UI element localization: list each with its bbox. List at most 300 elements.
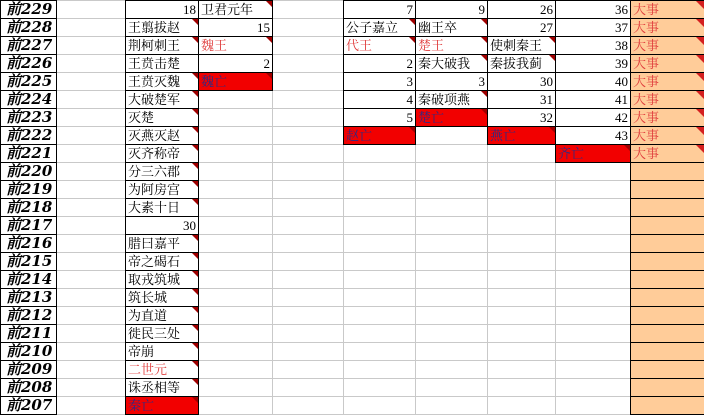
cell-j21[interactable]: [630, 360, 704, 379]
year-cell-前222[interactable]: [0, 126, 57, 145]
cell-text: 大事: [633, 2, 660, 17]
cell-d12[interactable]: [198, 198, 273, 217]
cell-text: 41: [615, 92, 628, 107]
cell-h13[interactable]: [487, 216, 556, 235]
cell-i4[interactable]: [555, 54, 631, 73]
year-cell-前227[interactable]: [0, 36, 57, 55]
cell-i11[interactable]: [555, 180, 631, 199]
cell-g3[interactable]: [415, 36, 488, 55]
cell-j6[interactable]: [630, 90, 704, 109]
cell-c13[interactable]: [125, 216, 199, 235]
cell-j7[interactable]: [630, 108, 704, 127]
cell-text: 燕亡: [490, 128, 517, 143]
cell-j20[interactable]: [630, 342, 704, 361]
comment-indicator-icon: [266, 73, 272, 79]
comment-indicator-icon: [192, 199, 198, 205]
cell-text: 大事: [633, 74, 660, 89]
cell-g20[interactable]: [415, 342, 488, 361]
year-cell-前228[interactable]: [0, 18, 57, 37]
cell-e20[interactable]: [272, 342, 344, 361]
cell-b3[interactable]: [56, 36, 126, 55]
cell-text: 为直道: [128, 308, 168, 323]
cell-d21[interactable]: [198, 360, 273, 379]
cell-h6[interactable]: [487, 90, 556, 109]
cell-g21[interactable]: [415, 360, 488, 379]
cell-e4[interactable]: [272, 54, 344, 73]
cell-text: 代王: [346, 38, 373, 53]
cell-h16[interactable]: [487, 270, 556, 289]
cell-text: 37: [615, 20, 628, 35]
cell-i20[interactable]: [555, 342, 631, 361]
cell-h17[interactable]: [487, 288, 556, 307]
cell-f6[interactable]: [343, 90, 416, 109]
cell-text: 秦亡: [128, 398, 155, 413]
cell-i10[interactable]: [555, 162, 631, 181]
cell-e23[interactable]: [272, 396, 344, 415]
cell-c5[interactable]: [125, 72, 199, 91]
cell-g8[interactable]: [415, 126, 488, 145]
cell-text: 38: [615, 38, 628, 53]
cell-h5[interactable]: [487, 72, 556, 91]
cell-text: 取戎筑城: [128, 272, 181, 287]
cell-e9[interactable]: [272, 144, 344, 163]
cell-g15[interactable]: [415, 252, 488, 271]
cell-g14[interactable]: [415, 234, 488, 253]
cell-e16[interactable]: [272, 270, 344, 289]
cell-e3[interactable]: [272, 36, 344, 55]
comment-indicator-icon: [409, 127, 415, 133]
cell-j1[interactable]: [630, 0, 704, 19]
cell-d2[interactable]: [198, 18, 273, 37]
cell-g13[interactable]: [415, 216, 488, 235]
cell-h9[interactable]: [487, 144, 556, 163]
cell-g2[interactable]: [415, 18, 488, 37]
cell-text: 齐亡: [558, 146, 585, 161]
cell-f12[interactable]: [343, 198, 416, 217]
cell-f7[interactable]: [343, 108, 416, 127]
cell-f23[interactable]: [343, 396, 416, 415]
cell-g16[interactable]: [415, 270, 488, 289]
cell-b23[interactable]: [56, 396, 126, 415]
cell-c19[interactable]: [125, 324, 199, 343]
cell-i21[interactable]: [555, 360, 631, 379]
cell-g23[interactable]: [415, 396, 488, 415]
cell-d16[interactable]: [198, 270, 273, 289]
year-label: 前223: [6, 108, 53, 126]
cell-h14[interactable]: [487, 234, 556, 253]
cell-text: 42: [615, 110, 628, 125]
year-cell-前212[interactable]: [0, 306, 57, 325]
cell-e12[interactable]: [272, 198, 344, 217]
cell-text: 4: [406, 92, 413, 107]
cell-i16[interactable]: [555, 270, 631, 289]
cell-b4[interactable]: [56, 54, 126, 73]
cell-h15[interactable]: [487, 252, 556, 271]
cell-h20[interactable]: [487, 342, 556, 361]
cell-b17[interactable]: [56, 288, 126, 307]
cell-j15[interactable]: [630, 252, 704, 271]
cell-f13[interactable]: [343, 216, 416, 235]
cell-g1[interactable]: [415, 0, 488, 19]
comment-indicator-icon: [192, 397, 198, 403]
cell-b22[interactable]: [56, 378, 126, 397]
cell-e8[interactable]: [272, 126, 344, 145]
cell-f5[interactable]: [343, 72, 416, 91]
cell-d1[interactable]: [198, 0, 273, 19]
cell-text: 王贲击楚: [128, 56, 181, 71]
cell-g19[interactable]: [415, 324, 488, 343]
cell-d11[interactable]: [198, 180, 273, 199]
cell-c21[interactable]: [125, 360, 199, 379]
cell-i6[interactable]: [555, 90, 631, 109]
cell-e10[interactable]: [272, 162, 344, 181]
year-label: 前218: [6, 198, 53, 216]
cell-c8[interactable]: [125, 126, 199, 145]
cell-d3[interactable]: [198, 36, 273, 55]
cell-i7[interactable]: [555, 108, 631, 127]
cell-c6[interactable]: [125, 90, 199, 109]
cell-text: 大事: [633, 20, 660, 35]
cell-e7[interactable]: [272, 108, 344, 127]
cell-f9[interactable]: [343, 144, 416, 163]
cell-f4[interactable]: [343, 54, 416, 73]
cell-text: 二世元: [128, 362, 168, 377]
cell-h7[interactable]: [487, 108, 556, 127]
cell-h4[interactable]: [487, 54, 556, 73]
cell-h11[interactable]: [487, 180, 556, 199]
cell-d20[interactable]: [198, 342, 273, 361]
cell-e11[interactable]: [272, 180, 344, 199]
cell-i3[interactable]: [555, 36, 631, 55]
comment-indicator-icon: [696, 19, 704, 27]
cell-text: 徙民三处: [128, 326, 181, 341]
cell-c18[interactable]: [125, 306, 199, 325]
cell-j23[interactable]: [630, 396, 704, 415]
cell-h8[interactable]: [487, 126, 556, 145]
cell-i19[interactable]: [555, 324, 631, 343]
cell-h22[interactable]: [487, 378, 556, 397]
cell-e14[interactable]: [272, 234, 344, 253]
cell-d8[interactable]: [198, 126, 273, 145]
cell-d19[interactable]: [198, 324, 273, 343]
cell-i15[interactable]: [555, 252, 631, 271]
year-label: 前225: [6, 72, 53, 90]
cell-i17[interactable]: [555, 288, 631, 307]
cell-e5[interactable]: [272, 72, 344, 91]
cell-h19[interactable]: [487, 324, 556, 343]
cell-c2[interactable]: [125, 18, 199, 37]
cell-b2[interactable]: [56, 18, 126, 37]
cell-b10[interactable]: [56, 162, 126, 181]
cell-text: 27: [540, 20, 553, 35]
cell-text: 大事: [633, 92, 660, 107]
cell-d10[interactable]: [198, 162, 273, 181]
cell-g9[interactable]: [415, 144, 488, 163]
year-cell-前211[interactable]: [0, 324, 57, 343]
cell-b5[interactable]: [56, 72, 126, 91]
year-cell-前213[interactable]: [0, 288, 57, 307]
cell-b1[interactable]: [56, 0, 126, 19]
cell-text: 魏王: [201, 38, 228, 53]
cell-i5[interactable]: [555, 72, 631, 91]
cell-d13[interactable]: [198, 216, 273, 235]
cell-b13[interactable]: [56, 216, 126, 235]
year-cell-前215[interactable]: [0, 252, 57, 271]
comment-indicator-icon: [192, 361, 198, 367]
cell-j3[interactable]: [630, 36, 704, 55]
cell-f16[interactable]: [343, 270, 416, 289]
cell-d14[interactable]: [198, 234, 273, 253]
comment-indicator-icon: [192, 163, 198, 169]
cell-h23[interactable]: [487, 396, 556, 415]
cell-i2[interactable]: [555, 18, 631, 37]
cell-f17[interactable]: [343, 288, 416, 307]
cell-f21[interactable]: [343, 360, 416, 379]
cell-j9[interactable]: [630, 144, 704, 163]
cell-e15[interactable]: [272, 252, 344, 271]
cell-g6[interactable]: [415, 90, 488, 109]
cell-text: 使刺秦王: [490, 38, 543, 53]
year-cell-前221[interactable]: [0, 144, 57, 163]
cell-d4[interactable]: [198, 54, 273, 73]
cell-e1[interactable]: [272, 0, 344, 19]
cell-c17[interactable]: [125, 288, 199, 307]
cell-f15[interactable]: [343, 252, 416, 271]
year-cell-前220[interactable]: [0, 162, 57, 181]
year-label: 前228: [6, 18, 53, 36]
cell-text: 3: [406, 74, 413, 89]
cell-i18[interactable]: [555, 306, 631, 325]
cell-c1[interactable]: [125, 0, 199, 19]
cell-g18[interactable]: [415, 306, 488, 325]
cell-text: 楚亡: [418, 110, 445, 125]
cell-i13[interactable]: [555, 216, 631, 235]
cell-f3[interactable]: [343, 36, 416, 55]
year-cell-前218[interactable]: [0, 198, 57, 217]
cell-c16[interactable]: [125, 270, 199, 289]
cell-b19[interactable]: [56, 324, 126, 343]
year-cell-前223[interactable]: [0, 108, 57, 127]
cell-i8[interactable]: [555, 126, 631, 145]
cell-c10[interactable]: [125, 162, 199, 181]
cell-f1[interactable]: [343, 0, 416, 19]
cell-c11[interactable]: [125, 180, 199, 199]
cell-j16[interactable]: [630, 270, 704, 289]
cell-c15[interactable]: [125, 252, 199, 271]
cell-c14[interactable]: [125, 234, 199, 253]
cell-g4[interactable]: [415, 54, 488, 73]
cell-text: 39: [615, 56, 628, 71]
cell-i1[interactable]: [555, 0, 631, 19]
cell-j2[interactable]: [630, 18, 704, 37]
comment-indicator-icon: [192, 145, 198, 151]
year-cell-前209[interactable]: [0, 360, 57, 379]
cell-text: 幽王卒: [418, 20, 458, 35]
cell-g11[interactable]: [415, 180, 488, 199]
cell-b21[interactable]: [56, 360, 126, 379]
cell-i23[interactable]: [555, 396, 631, 415]
year-cell-前224[interactable]: [0, 90, 57, 109]
cell-j13[interactable]: [630, 216, 704, 235]
cell-c23[interactable]: [125, 396, 199, 415]
cell-e17[interactable]: [272, 288, 344, 307]
year-cell-前210[interactable]: [0, 342, 57, 361]
cell-d5[interactable]: [198, 72, 273, 91]
comment-indicator-icon: [696, 145, 704, 153]
cell-h18[interactable]: [487, 306, 556, 325]
cell-text: 大事: [633, 110, 660, 125]
cell-text: 26: [540, 2, 553, 17]
cell-d6[interactable]: [198, 90, 273, 109]
cell-text: 灭齐称帝: [128, 146, 181, 161]
cell-c20[interactable]: [125, 342, 199, 361]
cell-c3[interactable]: [125, 36, 199, 55]
cell-j14[interactable]: [630, 234, 704, 253]
cell-f22[interactable]: [343, 378, 416, 397]
cell-text: 王翦拔赵: [128, 20, 181, 35]
cell-f11[interactable]: [343, 180, 416, 199]
cell-g22[interactable]: [415, 378, 488, 397]
cell-c9[interactable]: [125, 144, 199, 163]
cell-g12[interactable]: [415, 198, 488, 217]
year-cell-前216[interactable]: [0, 234, 57, 253]
cell-text: 30: [540, 74, 553, 89]
cell-e19[interactable]: [272, 324, 344, 343]
cell-e6[interactable]: [272, 90, 344, 109]
cell-j5[interactable]: [630, 72, 704, 91]
cell-e13[interactable]: [272, 216, 344, 235]
cell-f20[interactable]: [343, 342, 416, 361]
cell-h12[interactable]: [487, 198, 556, 217]
cell-text: 2: [406, 56, 413, 71]
cell-d9[interactable]: [198, 144, 273, 163]
year-cell-前217[interactable]: [0, 216, 57, 235]
cell-f8[interactable]: [343, 126, 416, 145]
cell-b11[interactable]: [56, 180, 126, 199]
comment-indicator-icon: [192, 379, 198, 385]
cell-b15[interactable]: [56, 252, 126, 271]
cell-j19[interactable]: [630, 324, 704, 343]
cell-j17[interactable]: [630, 288, 704, 307]
cell-j8[interactable]: [630, 126, 704, 145]
cell-j10[interactable]: [630, 162, 704, 181]
cell-i14[interactable]: [555, 234, 631, 253]
cell-b16[interactable]: [56, 270, 126, 289]
cell-g17[interactable]: [415, 288, 488, 307]
year-cell-前208[interactable]: [0, 378, 57, 397]
year-label: 前212: [6, 306, 53, 324]
cell-text: 36: [615, 2, 628, 17]
cell-b9[interactable]: [56, 144, 126, 163]
cell-h21[interactable]: [487, 360, 556, 379]
year-label: 前214: [6, 270, 53, 288]
cell-text: 5: [406, 110, 413, 125]
cell-g5[interactable]: [415, 72, 488, 91]
cell-text: 32: [540, 110, 553, 125]
cell-text: 为阿房宫: [128, 182, 181, 197]
cell-c4[interactable]: [125, 54, 199, 73]
cell-d15[interactable]: [198, 252, 273, 271]
comment-indicator-icon: [192, 127, 198, 133]
cell-text: 大事: [633, 146, 660, 161]
cell-c12[interactable]: [125, 198, 199, 217]
cell-h1[interactable]: [487, 0, 556, 19]
cell-text: 30: [183, 218, 196, 233]
cell-i12[interactable]: [555, 198, 631, 217]
cell-h10[interactable]: [487, 162, 556, 181]
cell-text: 诛丞相等: [128, 380, 181, 395]
cell-text: 15: [257, 20, 270, 35]
cell-e22[interactable]: [272, 378, 344, 397]
year-cell-前225[interactable]: [0, 72, 57, 91]
cell-e2[interactable]: [272, 18, 344, 37]
comment-indicator-icon: [192, 181, 198, 187]
cell-h2[interactable]: [487, 18, 556, 37]
cell-j12[interactable]: [630, 198, 704, 217]
cell-f19[interactable]: [343, 324, 416, 343]
cell-i22[interactable]: [555, 378, 631, 397]
cell-text: 大事: [633, 56, 660, 71]
year-label: 前224: [6, 90, 53, 108]
year-label: 前208: [6, 378, 53, 396]
cell-text: 筑长城: [128, 290, 168, 305]
year-cell-前214[interactable]: [0, 270, 57, 289]
cell-b8[interactable]: [56, 126, 126, 145]
cell-text: 楚王: [418, 38, 445, 53]
cell-e18[interactable]: [272, 306, 344, 325]
year-cell-前226[interactable]: [0, 54, 57, 73]
cell-j11[interactable]: [630, 180, 704, 199]
cell-b12[interactable]: [56, 198, 126, 217]
cell-d17[interactable]: [198, 288, 273, 307]
cell-f18[interactable]: [343, 306, 416, 325]
year-label: 前211: [6, 324, 53, 342]
cell-d22[interactable]: [198, 378, 273, 397]
cell-b14[interactable]: [56, 234, 126, 253]
cell-g10[interactable]: [415, 162, 488, 181]
cell-f14[interactable]: [343, 234, 416, 253]
cell-c7[interactable]: [125, 108, 199, 127]
cell-e21[interactable]: [272, 360, 344, 379]
cell-d23[interactable]: [198, 396, 273, 415]
cell-f10[interactable]: [343, 162, 416, 181]
comment-indicator-icon: [192, 271, 198, 277]
year-cell-前207[interactable]: [0, 396, 57, 415]
comment-indicator-icon: [192, 343, 198, 349]
comment-indicator-icon: [266, 37, 272, 43]
cell-j18[interactable]: [630, 306, 704, 325]
cell-text: 大事: [633, 38, 660, 53]
cell-g7[interactable]: [415, 108, 488, 127]
comment-indicator-icon: [696, 109, 704, 117]
cell-j4[interactable]: [630, 54, 704, 73]
cell-f2[interactable]: [343, 18, 416, 37]
year-cell-前229[interactable]: [0, 0, 57, 19]
cell-b18[interactable]: [56, 306, 126, 325]
cell-d18[interactable]: [198, 306, 273, 325]
cell-b20[interactable]: [56, 342, 126, 361]
cell-i9[interactable]: [555, 144, 631, 163]
cell-j22[interactable]: [630, 378, 704, 397]
year-cell-前219[interactable]: [0, 180, 57, 199]
cell-text: 31: [540, 92, 553, 107]
cell-b6[interactable]: [56, 90, 126, 109]
cell-h3[interactable]: [487, 36, 556, 55]
cell-c22[interactable]: [125, 378, 199, 397]
cell-b7[interactable]: [56, 108, 126, 127]
cell-text: 王贲灭魏: [128, 74, 181, 89]
cell-d7[interactable]: [198, 108, 273, 127]
